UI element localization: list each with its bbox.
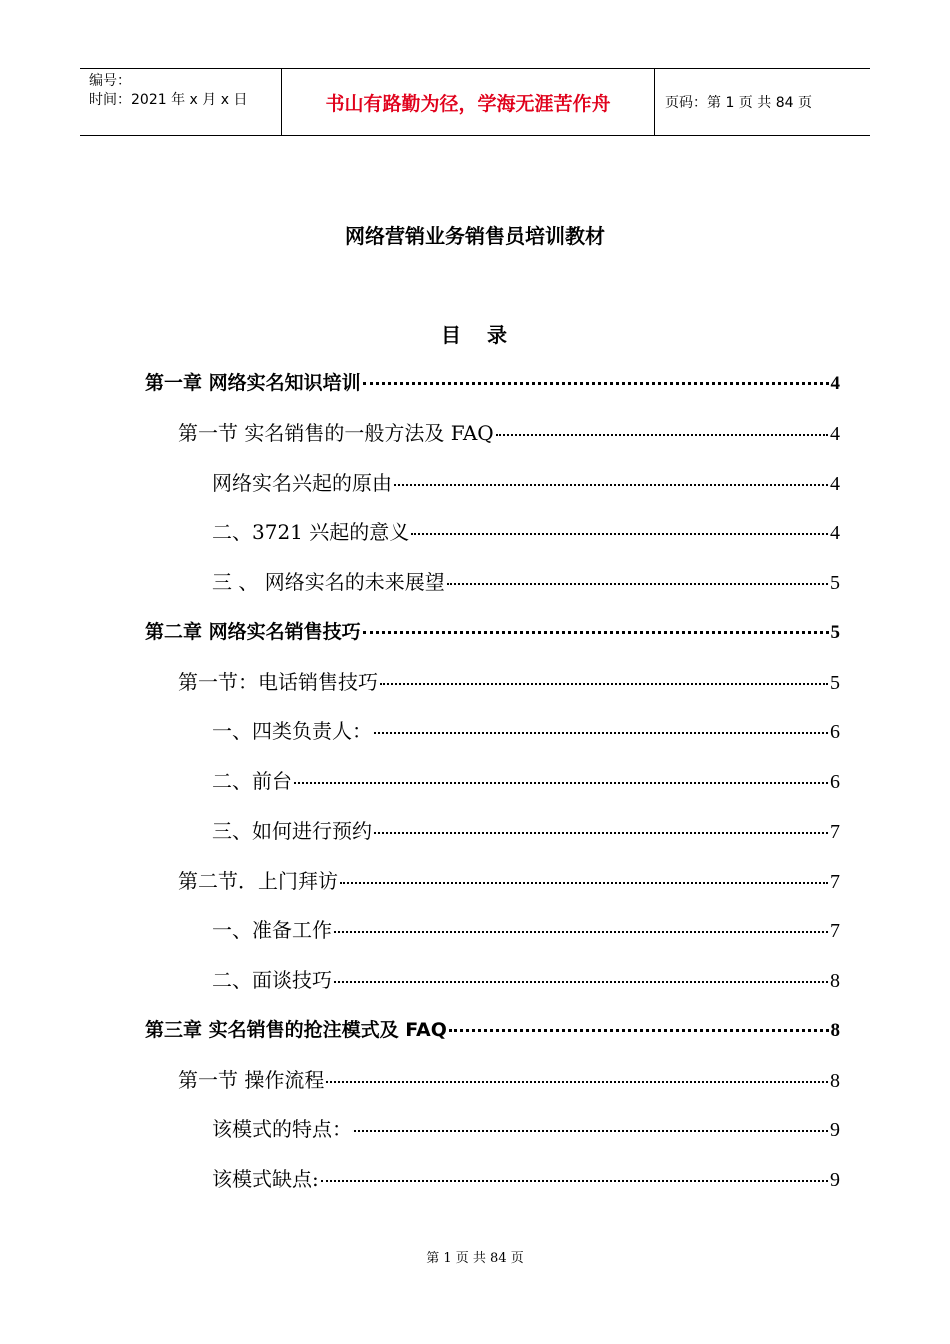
toc-entry-label: 三、如何进行预约: [212, 818, 372, 843]
toc-entry-label: 第二章 网络实名销售技巧: [145, 620, 361, 643]
toc-entry-label: 第一节 操作流程: [178, 1067, 325, 1092]
toc-entry-page: 5: [830, 621, 840, 643]
toc-entry-label: 第一章 网络实名知识培训: [145, 372, 361, 394]
toc-entry-label: 该模式缺点:: [212, 1167, 319, 1191]
toc-heading-char-2: 录: [487, 323, 509, 347]
toc-entry[interactable]: [212, 816, 840, 846]
toc-entry[interactable]: [212, 517, 840, 547]
toc-dot-leader: [340, 881, 828, 884]
toc-entry-page: 9: [830, 1169, 840, 1191]
document-title: 网络营销业务销售员培训教材: [345, 224, 605, 248]
toc-dot-leader: [447, 582, 828, 585]
toc-dot-leader: [449, 1028, 829, 1032]
toc-entry-page: 5: [830, 572, 840, 594]
toc-entry[interactable]: [145, 368, 840, 398]
toc-entry-label: 第一节 实名销售的一般方法及 FAQ: [178, 420, 494, 445]
toc-entry-label: 该模式的特点：: [212, 1117, 352, 1142]
toc-entry[interactable]: [212, 716, 840, 746]
toc-entry[interactable]: [212, 915, 840, 945]
toc-heading-char-1: 目: [441, 323, 463, 347]
toc-entry[interactable]: [212, 965, 840, 995]
toc-entry-page: 5: [830, 671, 840, 694]
toc-entry[interactable]: [178, 418, 840, 448]
toc-entry-page: 8: [830, 1069, 840, 1092]
toc-entry-page: 8: [830, 970, 840, 992]
toc-entry[interactable]: [212, 1164, 840, 1194]
toc-entry-page: 4: [830, 522, 840, 545]
toc-entry-page: 7: [830, 920, 840, 943]
toc-dot-leader: [294, 781, 828, 784]
toc-dot-leader: [411, 532, 828, 535]
toc-entry[interactable]: [212, 766, 840, 796]
number-label: 编号：: [89, 73, 131, 89]
toc-dot-leader: [496, 433, 828, 436]
time-label: 时间：2021 年 x 月 x 日: [89, 92, 248, 108]
toc-dot-leader: [380, 682, 828, 685]
toc-dot-leader: [363, 630, 829, 634]
toc-entry-label: 一、准备工作: [212, 918, 332, 943]
toc-entry[interactable]: [178, 866, 840, 896]
toc-dot-leader: [334, 980, 828, 983]
toc-entry-label: 二、前台: [212, 769, 292, 793]
toc-entry-label: 二、3721 兴起的意义: [212, 520, 410, 545]
toc-entry-label: 一、四类负责人：: [212, 719, 372, 744]
toc-entry-label: 第三章 实名销售的抢注模式及 FAQ: [145, 1018, 447, 1041]
toc-dot-leader: [363, 381, 829, 385]
toc-dot-leader: [321, 1179, 828, 1182]
toc-entry-label: 第一节：电话销售技巧: [178, 669, 378, 694]
toc-entry-page: 4: [830, 422, 840, 445]
toc-entry[interactable]: [145, 1015, 840, 1045]
toc-entry[interactable]: [212, 468, 840, 498]
header-page-label: 页码：第 1 页 共 84 页: [665, 95, 812, 111]
toc-entry[interactable]: [178, 1065, 840, 1095]
toc-entry-page: 7: [830, 820, 840, 843]
toc-entry-page: 6: [830, 721, 840, 744]
toc-entry[interactable]: [212, 567, 840, 597]
toc-entry-page: 4: [830, 472, 840, 495]
toc-entry[interactable]: [212, 1114, 840, 1144]
toc-dot-leader: [394, 483, 828, 486]
toc-dot-leader: [326, 1080, 828, 1083]
toc-entry-page: 6: [830, 771, 840, 793]
toc-entry-page: 7: [830, 870, 840, 893]
page-footer: 第 1 页 共 84 页: [426, 1251, 524, 1266]
toc-dot-leader: [374, 731, 828, 734]
header-motto: 书山有路勤为径，学海无涯苦作舟: [282, 69, 655, 135]
toc-entry[interactable]: [178, 667, 840, 697]
toc-entry-page: 9: [830, 1119, 840, 1142]
toc-dot-leader: [354, 1129, 828, 1132]
toc-dot-leader: [374, 831, 828, 834]
toc-dot-leader: [334, 930, 828, 933]
toc-entry-page: 8: [830, 1019, 840, 1041]
toc-entry-label: 第二节．上门拜访: [178, 868, 338, 893]
toc-entry[interactable]: [145, 617, 840, 647]
toc-entry-label: 三 、 网络实名的未来展望: [212, 570, 445, 594]
toc-entry-label: 网络实名兴起的原由: [212, 470, 392, 495]
toc-entry-page: 4: [830, 373, 840, 394]
toc-entry-label: 二、面谈技巧: [212, 968, 332, 992]
